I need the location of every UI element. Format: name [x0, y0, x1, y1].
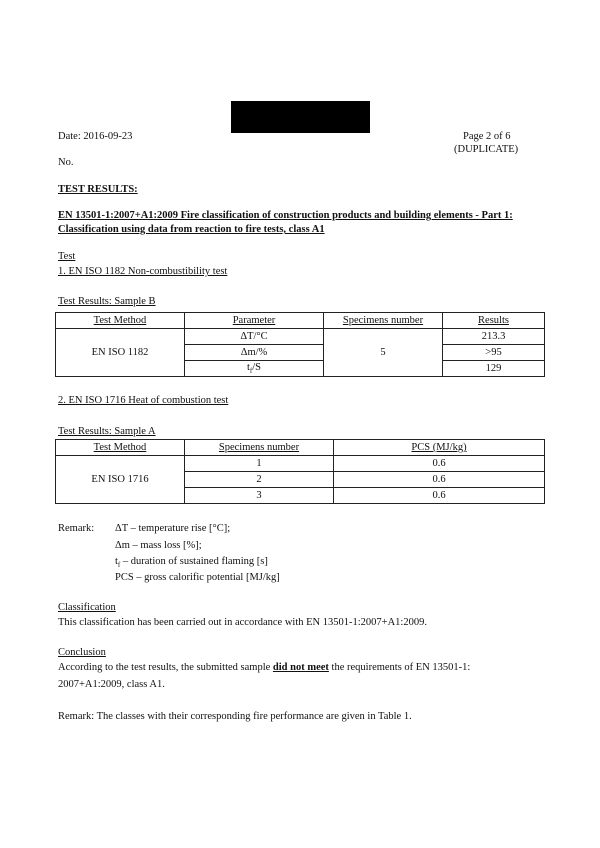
table-header-row: [56, 313, 545, 329]
remark-line-1: ΔT – temperature rise [°C];: [115, 523, 231, 534]
date-text: Date: 2016-09-23: [58, 131, 133, 142]
test-label: Test: [58, 251, 76, 262]
standard-title-line2: Classification using data from reaction to fire tests, class A1: [58, 224, 325, 235]
duplicate-mark: (DUPLICATE): [454, 144, 519, 155]
document-number: No.: [58, 157, 74, 168]
pcs-cell: 0.6: [334, 472, 545, 488]
remark-line-2: Δm – mass loss [%];: [115, 540, 202, 551]
test2-results-table: [55, 439, 545, 504]
table-header-row: [56, 440, 545, 456]
conclusion-text: According to the test results, the submitted sample did not meet the requirements of EN 13501-1:: [58, 662, 471, 673]
final-remark: Remark: The classes with their corresponding fire performance are given in Table 1.: [58, 711, 412, 722]
standard-title-line1: EN 13501-1:2007+A1:2009 Fire classification of construction products and building elements - Part 1:: [58, 210, 513, 221]
header-cell: Test Method: [56, 313, 185, 329]
test2-results-label: Test Results: Sample A: [58, 426, 156, 437]
result-cell: 213.3: [443, 329, 545, 345]
result-cell: >95: [443, 345, 545, 361]
classification-heading: Classification: [58, 602, 116, 613]
classification-text: This classification has been carried out in accordance with EN 13501-1:2007+A1:2009.: [58, 617, 427, 628]
header-cell: Specimens number: [324, 313, 443, 329]
header-cell: PCS (MJ/kg): [334, 440, 545, 456]
page-number: Page 2 of 6: [463, 131, 511, 142]
parameter-cell: $t_f/S$: [185, 361, 324, 377]
header-cell: Results: [443, 313, 545, 329]
parameter-cell: ΔT/°C: [185, 329, 324, 345]
header-cell: Specimens number: [185, 440, 334, 456]
conclusion-text-line2: 2007+A1:2009, class A1.: [58, 679, 165, 690]
header-cell: Test Method: [56, 440, 185, 456]
specimen-cell: 1: [185, 456, 334, 472]
parameter-cell: Δm/%: [185, 345, 324, 361]
test1-results-table: [55, 312, 545, 377]
table-row: [56, 329, 545, 345]
remark-label: Remark:: [58, 523, 95, 534]
specimen-cell: 3: [185, 488, 334, 504]
test1-results-label: Test Results: Sample B: [58, 296, 156, 307]
header-cell: Parameter: [185, 313, 324, 329]
pcs-cell: 0.6: [334, 456, 545, 472]
remark-line-4: PCS – gross calorific potential [MJ/kg]: [115, 572, 280, 583]
test-method-cell: EN ISO 1716: [56, 456, 185, 504]
specimens-cell: 5: [324, 329, 443, 377]
redacted-block: [231, 101, 370, 133]
test1-title: 1. EN ISO 1182 Non-combustibility test: [58, 266, 228, 277]
conclusion-heading: Conclusion: [58, 647, 106, 658]
result-cell: 129: [443, 361, 545, 377]
test-method-cell: EN ISO 1182: [56, 329, 185, 377]
pcs-cell: 0.6: [334, 488, 545, 504]
conclusion-emphasis: did not meet: [272, 662, 329, 673]
specimen-cell: 2: [185, 472, 334, 488]
section-title: TEST RESULTS:: [58, 184, 138, 195]
remark-line-3: $t_f$ – duration of sustained flaming [s]: [115, 556, 268, 570]
test2-title: 2. EN ISO 1716 Heat of combustion test: [58, 395, 229, 406]
table-row: [56, 456, 545, 472]
